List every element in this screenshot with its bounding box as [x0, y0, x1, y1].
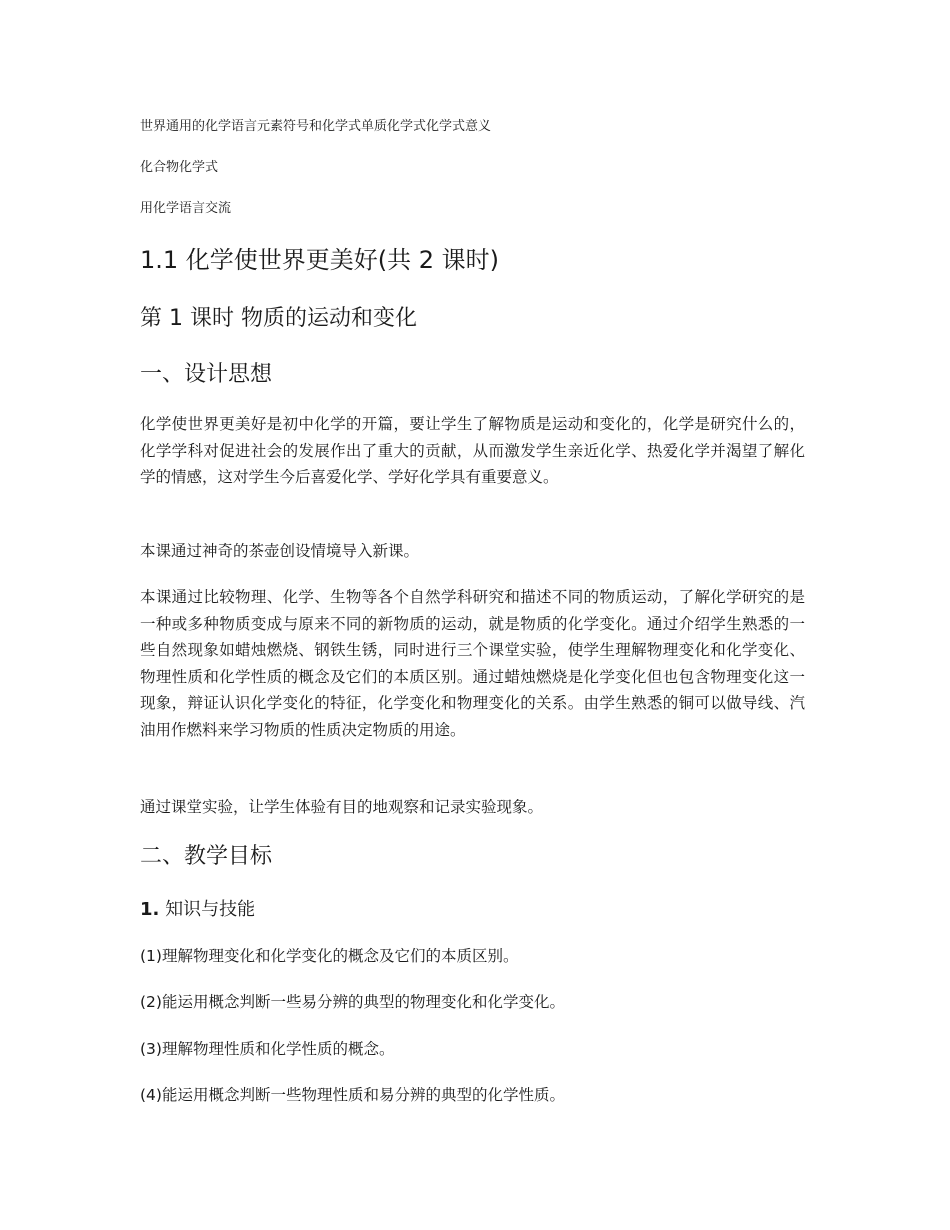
header-line-3: 用化学语言交流 [140, 201, 232, 216]
paragraph: 化学使世界更美好是初中化学的开篇，要让学生了解物质是运动和变化的，化学是研究什么的，化学学科对促进社会的发展作出了重大的贡献，从而激发学生亲近化学、热爱化学并渴望了解化学的情感，这对学生今后喜爱化学、学好化学具有重要意义。 [140, 415, 805, 487]
header-line-2: 化合物化学式 [140, 160, 219, 175]
header-line-1: 世界通用的化学语言元素符号和化学式单质化学式化学式意义 [140, 119, 492, 134]
part2-heading: 二、教学目标 [140, 844, 273, 869]
part1-heading: 一、设计思想 [140, 362, 273, 387]
list-item: (3)理解物理性质和化学性质的概念。 [140, 1040, 395, 1058]
list-item: (4)能运用概念判断一些物理性质和易分辨的典型的化学性质。 [140, 1086, 565, 1104]
subheading-text: 知识与技能 [165, 899, 256, 920]
paragraph: 本课通过神奇的茶壶创设情境导入新课。 [140, 542, 420, 560]
list-item: (1)理解物理变化和化学变化的概念及它们的本质区别。 [140, 947, 519, 965]
section-title: 1.1 化学使世界更美好(共 2 课时) [140, 246, 500, 274]
list-item: (2)能运用概念判断一些易分辨的典型的物理变化和化学变化。 [140, 993, 565, 1011]
paragraph: 本课通过比较物理、化学、生物等各个自然学科研究和描述不同的物质运动，了解化学研究的是一种或多种物质变成与原来不同的新物质的运动，就是物质的化学变化。通过介绍学生熟悉的一些自然现象如蜡烛燃烧、钢铁生锈，同时进行三个课堂实验，使学生理解物理变化和化学变化、物理性质和化学性质的概念及它们的本质区别。通过蜡烛燃烧是化学变化但也包含物理变化这一现象，辩证认识化学变化的特征，化学变化和物理变化的关系。由学生熟悉的铜可以做导线、汽油用作燃料来学习物质的性质决定物质的用途。 [140, 588, 805, 739]
subheading [140, 898, 255, 922]
paragraph: 通过课堂实验，让学生体验有目的地观察和记录实验现象。 [140, 798, 544, 816]
lesson-title: 第 1 课时 物质的运动和变化 [140, 306, 417, 331]
subheading-number: 1. [140, 899, 160, 920]
